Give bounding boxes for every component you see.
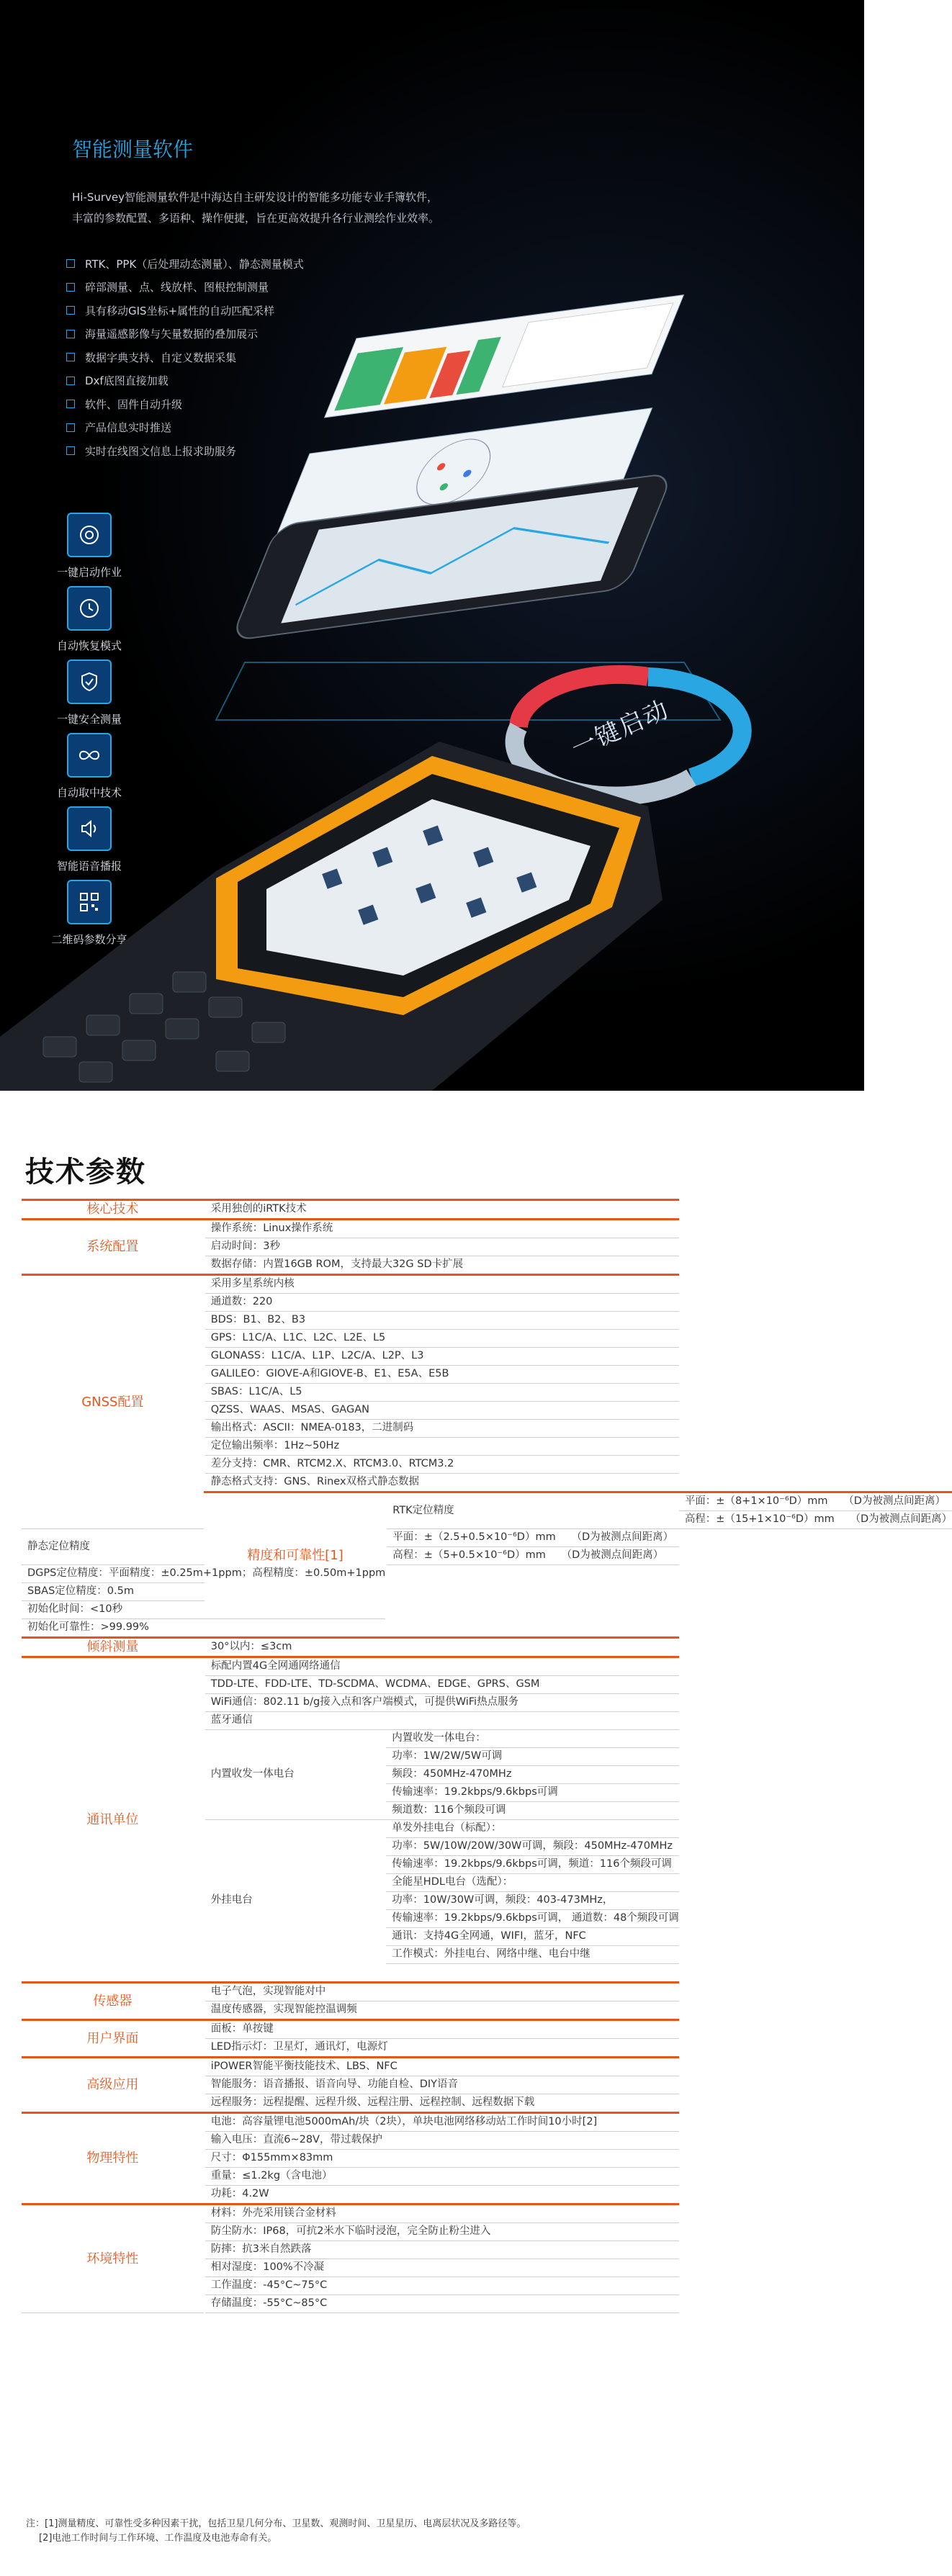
- spec-category: 通讯单位: [22, 1657, 205, 1983]
- spec-category: GNSS配置: [22, 1275, 205, 1529]
- spec-row: [22, 1601, 952, 1619]
- spec-row: [22, 2113, 952, 2132]
- spec-row: [22, 1565, 952, 1583]
- spec-value: 平面：±（8+1×10⁻⁶D）mm （D为被测点间距离）: [679, 1492, 952, 1511]
- spec-value: GLONASS：L1C/A、L1P、L2C/A、L2P、L3: [205, 1348, 679, 1366]
- spec-value: SBAS：L1C/A、L5: [205, 1384, 679, 1402]
- footnotes: [26, 2517, 526, 2546]
- feature-item: 碎部测量、点、线放样、图根控制测量: [66, 276, 304, 300]
- spec-value: 初始化时间：<10秒: [22, 1601, 386, 1619]
- spec-category: 系统配置: [22, 1220, 205, 1275]
- spec-subcategory: 外挂电台: [205, 1820, 387, 1983]
- spec-value: 标配内置4G全网通网络通信: [205, 1657, 679, 1676]
- spec-value: 材料：外壳采用镁合金材料: [205, 2205, 679, 2223]
- spec-row: [22, 1583, 952, 1601]
- spec-row: [22, 1275, 952, 1294]
- function-safe-measure: 一键安全测量: [46, 659, 133, 726]
- feature-item: 产品信息实时推送: [66, 416, 304, 440]
- hero-title: 智能测量软件: [72, 138, 194, 161]
- spec-value: 静态格式支持：GNS、Rinex双格式静态数据: [205, 1474, 679, 1492]
- spec-value: 单发外挂电台（标配）：: [386, 1820, 679, 1838]
- spec-value: 全能星HDL电台（选配）：: [386, 1874, 679, 1892]
- spec-value: 功率：5W/10W/20W/30W可调，频段：450MHz-470MHz: [386, 1838, 679, 1856]
- spec-value: 温度传感器，实现智能控温调频: [205, 2001, 679, 2020]
- spec-value: 传输速率：19.2kbps/9.6kbps可调， 通道数：48个频段可调: [386, 1910, 679, 1928]
- spec-value: 数据存储：内置16GB ROM，支持最大32G SD卡扩展: [205, 1256, 679, 1275]
- spec-value: 相对湿度：100%不冷凝: [205, 2259, 679, 2277]
- function-one-key-start: 一键启动作业: [46, 513, 133, 580]
- footnote-2: [2]电池工作时间与工作环境、工作温度及电池寿命有关。: [39, 2533, 277, 2544]
- feature-item: 海量遥感影像与矢量数据的叠加展示: [66, 323, 304, 346]
- spec-value: 采用多星系统内核: [205, 1275, 679, 1294]
- spec-value: 面板：单按键: [205, 2020, 679, 2039]
- footnote-1: 注：[1]测量精度、可靠性受多种因素干扰，包括卫星几何分布、卫星数、观测时间、卫星星历、电离层状况及多路径等。: [26, 2518, 526, 2529]
- spec-value: 差分支持：CMR、RTCM2.X、RTCM3.0、RTCM3.2: [205, 1456, 679, 1474]
- spec-row: [22, 1220, 952, 1238]
- spec-value: DGPS定位精度：平面精度：±0.25m+1ppm；高程精度：±0.50m+1ppm: [22, 1565, 386, 1583]
- function-auto-centering: 自动取中技术: [46, 733, 133, 800]
- spec-category: 环境特性: [22, 2205, 205, 2313]
- spec-value: 防尘防水：IP68，可抗2米水下临时浸泡，完全防止粉尘进入: [205, 2223, 679, 2241]
- function-auto-recover: 自动恢复模式: [46, 586, 133, 653]
- spec-value: 频段：450MHz-470MHz: [386, 1766, 679, 1784]
- spec-value: LED指示灯：卫星灯，通讯灯，电源灯: [205, 2039, 679, 2058]
- spec-category: 传感器: [22, 1983, 205, 2020]
- hero-description-line1: Hi-Survey智能测量软件是中海达自主研发设计的智能多功能专业手簿软件，: [72, 191, 439, 204]
- spec-value: 内置收发一体电台：: [386, 1730, 679, 1748]
- spec-row: [22, 2205, 952, 2223]
- spec-value: QZSS、WAAS、MSAS、GAGAN: [205, 1402, 679, 1420]
- spec-category: 精度和可靠性[1]: [205, 1492, 387, 1619]
- spec-value: GALILEO：GIOVE-A和GIOVE-B、E1、E5A、E5B: [205, 1366, 679, 1384]
- spec-title: 技术参数: [25, 1156, 146, 1189]
- spec-value: 重量：≤1.2kg（含电池）: [205, 2168, 679, 2186]
- spec-value: 高程：±（5+0.5×10⁻⁶D）mm （D为被测点间距离）: [386, 1547, 679, 1565]
- spec-value: 通道数：220: [205, 1294, 679, 1312]
- spec-value: 操作系统：Linux操作系统: [205, 1220, 679, 1238]
- spec-category: 用户界面: [22, 2020, 205, 2058]
- spec-value: 频道数：116个频段可调: [386, 1802, 679, 1820]
- spec-value: 30°以内：≤3cm: [205, 1638, 679, 1657]
- spec-row: [22, 1638, 952, 1657]
- spec-value: SBAS定位精度：0.5m: [22, 1583, 386, 1601]
- ring-label: 一键启动: [567, 695, 674, 764]
- spec-row: [22, 1983, 952, 2001]
- spec-value: 远程服务：远程提醒、远程升级、远程注册、远程控制、远程数据下载: [205, 2094, 679, 2113]
- spec-value: 输入电压：直流6~28V，带过载保护: [205, 2132, 679, 2150]
- spec-value: 传输速率：19.2kbps/9.6kbps可调，频道：116个频段可调: [386, 1856, 679, 1874]
- feature-item: 实时在线图文信息上报求助服务: [66, 439, 304, 463]
- spec-value: 存储温度：-55°C~85°C: [205, 2295, 679, 2313]
- spec-subcategory: 内置收发一体电台: [205, 1730, 387, 1820]
- spec-category: 核心技术: [22, 1200, 205, 1220]
- spec-value: 传输速率：19.2kbps/9.6kbps可调: [386, 1784, 679, 1802]
- spec-value: BDS：B1、B2、B3: [205, 1312, 679, 1330]
- feature-item: Dxf底图直接加载: [66, 369, 304, 393]
- hero-banner: [0, 0, 864, 1091]
- spec-table: [22, 1199, 952, 2313]
- spec-value: 平面：±（2.5+0.5×10⁻⁶D）mm （D为被测点间距离）: [386, 1529, 679, 1547]
- spec-value: 电子气泡，实现智能对中: [205, 1983, 679, 2001]
- spec-value: iPOWER智能平衡技能技术、LBS、NFC: [205, 2058, 679, 2076]
- spec-row: [22, 1657, 952, 1676]
- feature-item: 具有移动GIS坐标+属性的自动匹配采样: [66, 299, 304, 323]
- spec-value: 工作模式：外挂电台、网络中继、电台中继: [386, 1946, 679, 1964]
- handheld-device: [0, 742, 663, 1091]
- spec-value: 尺寸：Φ155mm×83mm: [205, 2150, 679, 2168]
- spec-value: GPS：L1C/A、L1C、L2C、L2E、L5: [205, 1330, 679, 1348]
- spec-subcategory: 静态定位精度: [22, 1529, 205, 1565]
- spec-category: 高级应用: [22, 2058, 205, 2113]
- hero-description-line2: 丰富的参数配置、多语种、操作便捷，旨在更高效提升各行业测绘作业效率。: [72, 212, 440, 225]
- spec-value: 工作温度：-45°C~75°C: [205, 2277, 679, 2295]
- function-qrcode-share: 二维码参数分享: [46, 880, 133, 947]
- spec-value: 初始化可靠性：>99.99%: [22, 1619, 386, 1638]
- spec-value: 功率：10W/30W可调，频段：403-473MHz，: [386, 1892, 679, 1910]
- spec-value: 功耗：4.2W: [205, 2186, 679, 2205]
- spec-value: WiFi通信：802.11 b/g接入点和客户端模式，可提供WiFi热点服务: [205, 1694, 679, 1712]
- spec-value: TDD-LTE、FDD-LTE、TD-SCDMA、WCDMA、EDGE、GPRS、GSM: [205, 1676, 679, 1694]
- spec-row: [22, 1529, 952, 1547]
- spec-category: 倾斜测量: [22, 1638, 205, 1657]
- product-illustration: [0, 0, 864, 1091]
- spec-row: [22, 1619, 952, 1638]
- function-voice-broadcast: 智能语音播报: [46, 806, 133, 873]
- spec-value: 防摔：抗3米自然跌落: [205, 2241, 679, 2259]
- spec-value: 电池：高容量锂电池5000mAh/块（2块），单块电池网络移动站工作时间10小时[2]: [205, 2113, 679, 2132]
- floating-screen-chart: [325, 295, 684, 418]
- spec-value: 通讯：支持4G全网通，WIFI，蓝牙，NFC: [386, 1928, 679, 1946]
- spec-category: 物理特性: [22, 2113, 205, 2205]
- spec-value: 启动时间：3秒: [205, 1238, 679, 1256]
- feature-item: 数据字典支持、自定义数据采集: [66, 346, 304, 369]
- spec-value: 高程：±（15+1×10⁻⁶D）mm （D为被测点间距离）: [679, 1511, 952, 1529]
- spec-value: 定位输出频率：1Hz~50Hz: [205, 1438, 679, 1456]
- spec-row: [22, 1200, 952, 1220]
- spec-row: [22, 2058, 952, 2076]
- spec-value: 智能服务：语音播报、语音向导、功能自检、DIY语音: [205, 2076, 679, 2094]
- spec-value: 采用独创的iRTK技术: [205, 1200, 679, 1220]
- spec-value: 输出格式：ASCII：NMEA-0183，二进制码: [205, 1420, 679, 1438]
- spec-subcategory: RTK定位精度: [386, 1492, 679, 1529]
- spec-value: [386, 1964, 679, 1983]
- feature-item: 软件、固件自动升级: [66, 392, 304, 416]
- feature-item: RTK、PPK（后处理动态测量）、静态测量模式: [66, 252, 304, 276]
- spec-value: 功率：1W/2W/5W可调: [386, 1748, 679, 1766]
- spec-value: 蓝牙通信: [205, 1712, 679, 1730]
- spec-row: [22, 2020, 952, 2039]
